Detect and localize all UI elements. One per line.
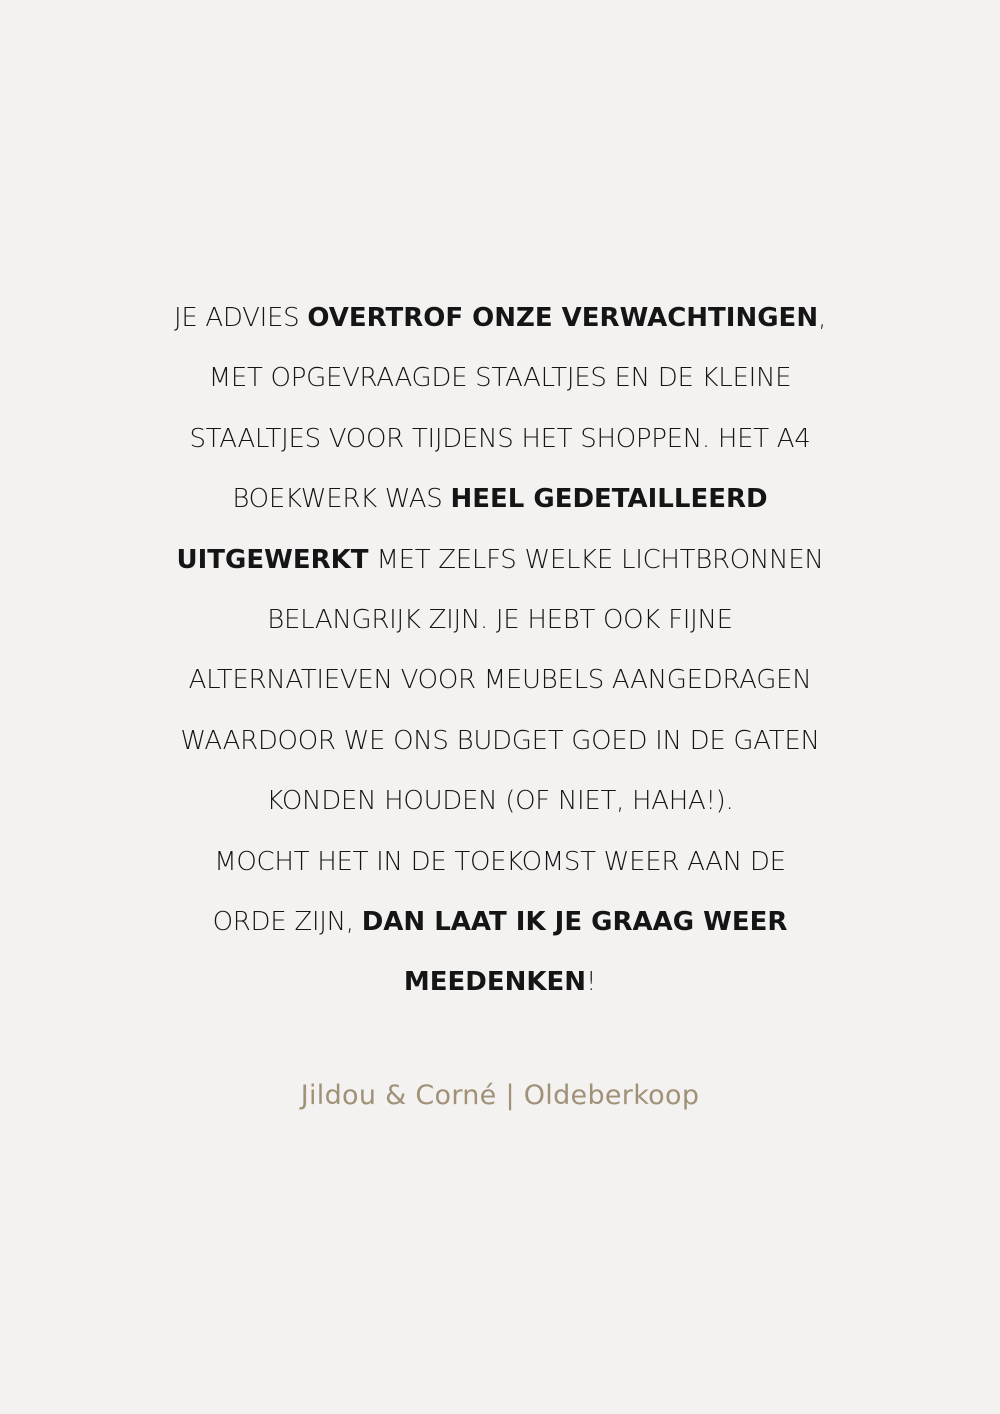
quote-text: MET ZELFS WELKE LICHTBRONNEN [368,544,824,575]
quote-emphasis: OVERTROF ONZE VERWACHTINGEN [307,303,819,333]
quote-line [100,952,900,1012]
quote-text: , [818,303,827,333]
quote-text: KONDEN HOUDEN (OF NIET, HAHA!). [266,786,734,817]
quote-emphasis: MEEDENKEN [403,967,587,998]
quote-text: STAALTJES VOOR TIJDENS HET SHOPPEN. HET A4 [189,423,811,454]
quote-line [100,530,900,590]
quote-text: JE ADVIES [173,303,308,333]
quote-line [100,832,900,892]
quote-text: MOCHT HET IN DE TOEKOMST WEER AAN DE [214,846,786,877]
quote-line [100,650,900,710]
quote-text: ! [586,967,597,998]
quote-line [100,469,900,529]
quote-text: ALTERNATIEVEN VOOR MEUBELS AANGEDRAGEN [188,665,812,696]
quote-emphasis: HEEL GEDETAILLEERD [450,484,768,515]
quote-line [100,892,900,952]
quote-emphasis: UITGEWERKT [176,544,369,575]
testimonial-attribution: Jildou & Corné | Oldeberkoop [300,1080,700,1111]
quote-text: BELANGRIJK ZIJN. JE HEBT OOK FIJNE [267,605,733,636]
quote-line [100,348,900,408]
quote-text: MET OPGEVRAAGDE STAALTJES EN DE KLEINE [208,363,792,394]
quote-emphasis: DAN LAAT IK JE GRAAG WEER [361,907,788,938]
quote-text: BOEKWERK WAS [232,484,451,515]
quote-text: ORDE ZIJN, [212,907,362,938]
testimonial-quote [100,288,900,1013]
quote-line [100,288,900,348]
quote-line [100,711,900,771]
quote-line [100,771,900,831]
quote-text: WAARDOOR WE ONS BUDGET GOED IN DE GATEN [180,725,820,756]
quote-line [100,409,900,469]
quote-line [100,590,900,650]
